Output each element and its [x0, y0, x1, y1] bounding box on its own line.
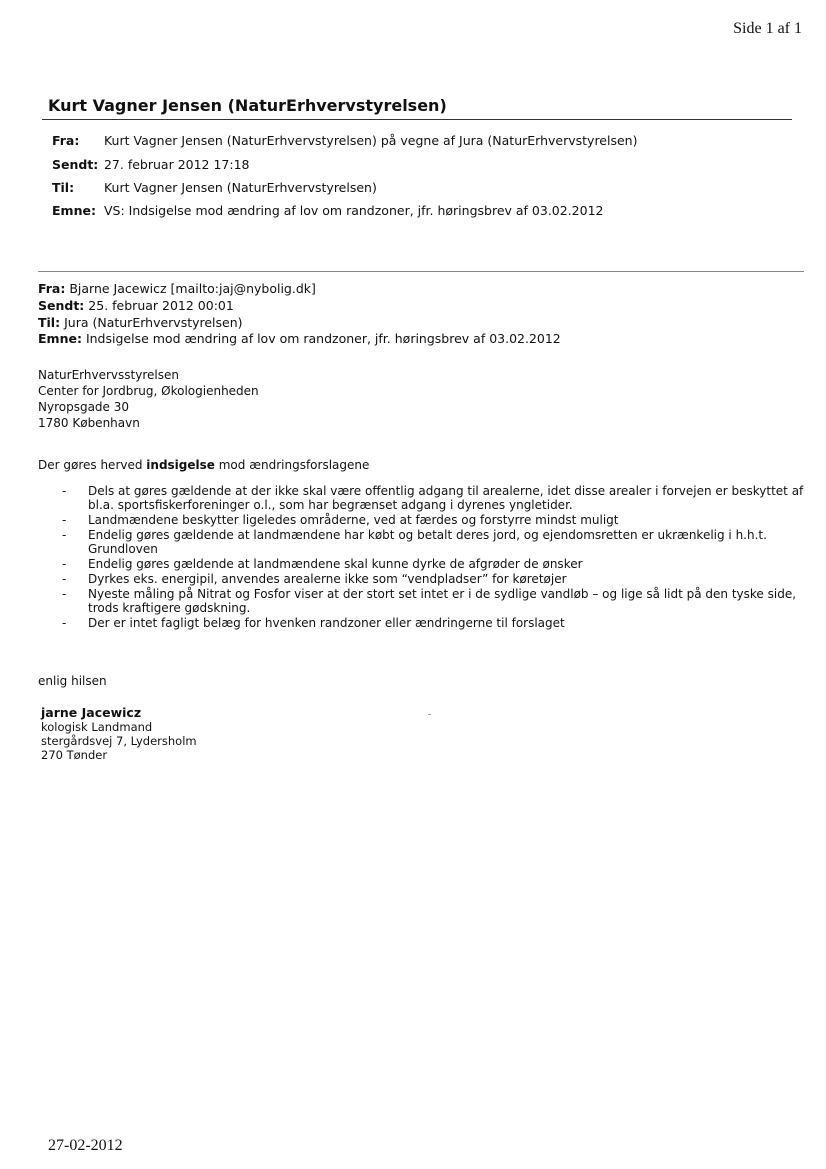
objection-item	[62, 557, 810, 571]
bullet-dash: -	[62, 616, 67, 630]
fwd-to-label: Til:	[38, 315, 61, 330]
fwd-from-row	[38, 281, 316, 297]
objection-text: Dyrkes eks. energipil, anvendes arealerne ikke som “vendpladser” for køretøjer	[88, 572, 567, 586]
signature-line-3: 270 Tønder	[41, 748, 108, 762]
fwd-to-row	[38, 315, 243, 331]
fwd-from-label: Fra:	[38, 281, 66, 296]
bullet-dash: -	[62, 587, 67, 601]
objection-item	[62, 484, 810, 512]
fwd-sent-label: Sendt:	[38, 298, 85, 313]
title-divider	[42, 119, 792, 120]
signature-line-1: kologisk Landmand	[41, 720, 153, 734]
page-number: Side 1 af 1	[733, 20, 802, 37]
scan-speck	[428, 714, 431, 715]
signature-line-2: stergårdsvej 7, Lydersholm	[41, 734, 197, 748]
bullet-dash: -	[62, 572, 67, 586]
footer-date: 27-02-2012	[48, 1137, 123, 1154]
objection-text: Endelig gøres gældende at landmændene skal kunne dyrke de afgrøder de ønsker	[88, 557, 583, 571]
bullet-dash: -	[62, 528, 67, 542]
outer-to-label: Til:	[52, 180, 75, 195]
intro-emphasis: indsigelse	[146, 458, 215, 472]
outer-subject-row	[52, 203, 603, 219]
forward-divider	[38, 271, 804, 272]
objection-item	[62, 528, 810, 556]
objection-text: Endelig gøres gældende at landmændene har købt og betalt deres jord, og ejendomsretten er ukrænkelig i h.h.t. Grundloven	[88, 528, 767, 556]
objections-list	[62, 484, 810, 631]
fwd-to-value: Jura (NaturErhvervstyrelsen)	[64, 315, 243, 330]
intro-after: mod ændringsforslagene	[214, 458, 370, 472]
bullet-dash: -	[62, 484, 67, 498]
outer-sent-label: Sendt:	[52, 157, 99, 172]
objection-text: Landmændene beskytter ligeledes områderne, ved at færdes og forstyrre mindst muligt	[88, 513, 619, 527]
outer-subject-label: Emne:	[52, 203, 96, 218]
address-line-2: Center for Jordbrug, Økologienheden	[38, 384, 259, 398]
objection-text: Nyeste måling på Nitrat og Fosfor viser at der stort set intet er i de sydlige vandløb – og lige så lidt på den tyske side, trods kraftigere gødskning.	[88, 587, 797, 615]
closing-greeting: enlig hilsen	[38, 674, 107, 688]
address-line-3: Nyropsgade 30	[38, 400, 130, 414]
fwd-from-value: Bjarne Jacewicz [mailto:jaj@nybolig.dk]	[69, 281, 316, 296]
fwd-subject-label: Emne:	[38, 331, 82, 346]
document-title: Kurt Vagner Jensen (NaturErhvervstyrelsen)	[48, 96, 447, 115]
fwd-sent-value: 25. februar 2012 00:01	[88, 298, 234, 313]
outer-from-label: Fra:	[52, 133, 80, 148]
objection-item	[62, 616, 810, 630]
outer-to-value: Kurt Vagner Jensen (NaturErhvervstyrelsen)	[103, 180, 377, 195]
outer-sent-row	[52, 157, 250, 173]
objection-item	[62, 513, 810, 527]
outer-to-row	[52, 180, 377, 196]
fwd-subject-value: Indsigelse mod ændring af lov om randzoner, jfr. høringsbrev af 03.02.2012	[85, 331, 561, 346]
intro-sentence	[38, 458, 369, 472]
objection-item	[62, 587, 810, 615]
outer-from-row	[52, 133, 637, 149]
fwd-subject-row	[38, 331, 561, 347]
outer-sent-value: 27. februar 2012 17:18	[103, 157, 250, 172]
bullet-dash: -	[62, 557, 67, 571]
objection-item	[62, 572, 810, 586]
outer-from-value: Kurt Vagner Jensen (NaturErhvervstyrelsen) på vegne af Jura (NaturErhvervstyrelsen)	[103, 133, 638, 148]
signature-name: jarne Jacewicz	[41, 705, 142, 720]
outer-subject-value: VS: Indsigelse mod ændring af lov om randzoner, jfr. høringsbrev af 03.02.2012	[103, 203, 604, 218]
address-line-4: 1780 København	[38, 416, 140, 430]
fwd-sent-row	[38, 298, 234, 314]
intro-before: Der gøres herved	[38, 458, 147, 472]
bullet-dash: -	[62, 513, 67, 527]
address-line-1: NaturErhvervsstyrelsen	[38, 368, 179, 382]
objection-text: Dels at gøres gældende at der ikke skal være offentlig adgang til arealerne, idet disse arealer i forvejen er beskyttet af bl.a. sportsfiskerforeninger o.l., som har begrænset adgang i dyrenes yngletider.	[88, 484, 804, 512]
objection-text: Der er intet fagligt belæg for hvenken randzoner eller ændringerne til forslaget	[88, 616, 565, 630]
